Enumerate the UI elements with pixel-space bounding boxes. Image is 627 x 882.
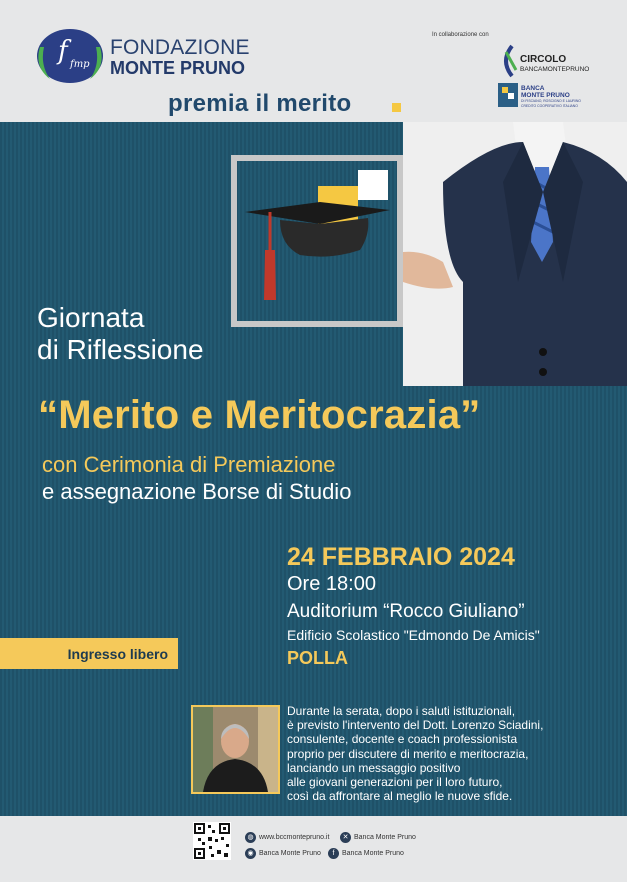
facebook-link[interactable]: f Banca Monte Pruno [328,848,404,859]
foundation-logo [36,27,104,85]
org-name-line2: MONTE PRUNO [110,58,245,78]
event-venue: Auditorium “Rocco Giuliano” [287,601,525,622]
entry-badge: Ingresso libero [0,638,178,669]
banca-logo [498,83,598,109]
qr-code-icon[interactable] [193,822,231,860]
instagram-icon: ◉ [245,848,256,859]
x-icon: ✕ [340,832,351,843]
event-city: POLLA [287,648,348,668]
instagram-link[interactable]: ◉ Banca Monte Pruno [245,848,321,859]
event-building: Edificio Scolastico "Edmondo De Amicis" [287,627,540,643]
tagline: premia il merito [168,90,352,117]
event-time: Ore 18:00 [287,573,376,595]
svg-text:CIRCOLO: CIRCOLO [520,54,567,65]
org-name-line1: FONDAZIONE [110,36,250,59]
website-link[interactable]: ◍ www.bccmontepruno.it [245,832,329,843]
event-kind: Giornata di Riflessione [37,302,204,365]
svg-text:DI FISCIANO, ROSCIGNO E LAURIN: DI FISCIANO, ROSCIGNO E LAURINO [521,99,581,103]
event-date: 24 FEBBRAIO 2024 [287,543,515,571]
event-subtitle-2: e assegnazione Borse di Studio [42,479,352,504]
collab-label: In collaborazione con [432,32,489,38]
header [0,0,627,122]
circolo-logo [498,42,598,80]
svg-text:CREDITO COOPERATIVO ITALIANO: CREDITO COOPERATIVO ITALIANO [521,104,578,108]
x-link[interactable]: ✕ Banca Monte Pruno [340,832,416,843]
facebook-icon: f [328,848,339,859]
speaker-description: Durante la serata, dopo i saluti istituzionali, è previsto l'intervento del Dott. Lorenzo Sciadini, consulente, docente e coach professionista proprio per discutere di merito e meritocrazia, lanciando un messaggio positivo alle giovani generazioni per il loro futuro, così da affrontare al meglio le nuove sfide. [287,704,544,804]
event-subtitle-1: con Cerimonia di Premiazione [42,452,336,477]
svg-text:f: f [58,36,68,66]
suit-man-photo [403,122,627,386]
svg-text:BANCA: BANCA [521,85,545,92]
event-title: “Merito e Meritocrazia” [38,393,481,437]
svg-text:BANCAMONTEPRUNO: BANCAMONTEPRUNO [520,66,590,73]
svg-text:fmp: fmp [70,59,90,70]
globe-icon: ◍ [245,832,256,843]
graduation-cap-icon [240,190,390,310]
speaker-portrait [191,705,280,794]
svg-text:MONTE PRUNO: MONTE PRUNO [521,92,570,99]
tagline-square-icon [392,103,401,112]
